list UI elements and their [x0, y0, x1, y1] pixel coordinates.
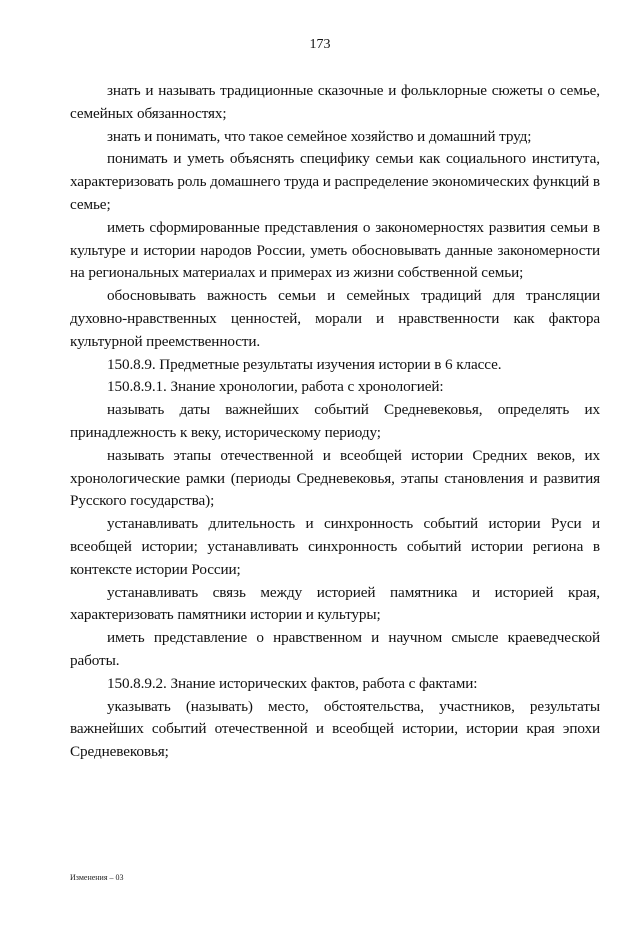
paragraph: знать и называть традиционные сказочные и фольклорные сюжеты о семье, семейных обязанностях; [70, 82, 600, 122]
body-text [70, 80, 600, 764]
paragraph: иметь сформированные представления о закономерностях развития семьи в культуре и истории народов России, уметь обосновывать данные закономерности на региональных материалах и примерах из жизни собственной семьи; [70, 218, 600, 282]
paragraph: устанавливать длительность и синхронность событий истории Руси и всеобщей истории; устанавливать синхронность событий истории региона в контексте истории России; [70, 515, 600, 578]
subsection-heading: 150.8.9.1. Знание хронологии, работа с хронологией: [107, 378, 444, 396]
paragraph: иметь представление о нравственном и научном смысле краеведческой работы. [70, 629, 600, 669]
paragraph: называть этапы отечественной и всеобщей истории Средних веков, их хронологические рамки (периоды Средневековья, этапы становления и развития Русского государства); [70, 446, 600, 510]
paragraph: обосновывать важность семьи и семейных традиций для трансляции духовно-нравственных ценностей, морали и нравственности как фактора культурной преемственности. [70, 287, 600, 350]
paragraph: знать и понимать, что такое семейное хозяйство и домашний труд; [107, 127, 532, 145]
paragraph: устанавливать связь между историей памятника и историей края, характеризовать памятники истории и культуры; [70, 583, 600, 624]
paragraph: указывать (называть) место, обстоятельства, участников, результаты важнейших событий отечественной и всеобщей истории, истории края эпохи Средневековья; [70, 697, 600, 761]
paragraph: понимать и уметь объяснять специфику семьи как социального института, характеризовать роль домашнего труда и распределение экономических функций в семье; [70, 150, 600, 213]
footer-revision-note: Изменения – 03 [70, 873, 124, 882]
paragraph: называть даты важнейших событий Средневековья, определять их принадлежность к веку, историческому периоду; [70, 401, 600, 441]
subsection-heading: 150.8.9.2. Знание исторических фактов, работа с фактами: [107, 674, 478, 692]
section-heading: 150.8.9. Предметные результаты изучения истории в 6 классе. [107, 355, 502, 373]
page-number: 173 [309, 37, 331, 52]
